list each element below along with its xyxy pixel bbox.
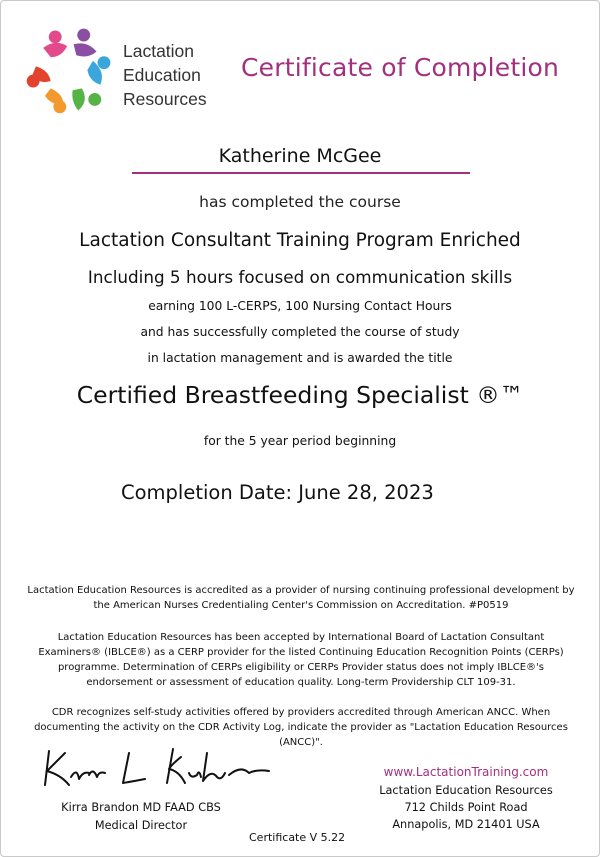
ler-logo-icon [23, 24, 115, 116]
management-text: in lactation management and is awarded the title [147, 351, 453, 365]
including-text: Including 5 hours focused on communication skills [87, 267, 513, 287]
awarded-title: Certified Breastfeeding Specialist ®™ [76, 381, 524, 409]
address-org: Lactation Education Resources [379, 784, 553, 797]
completion-date: Completion Date: June 28, 2023 [121, 481, 434, 504]
success-text: and has successfully completed the course of study [140, 325, 460, 339]
logo-line-1: Lactation [123, 41, 195, 61]
logo-wordmark [123, 39, 233, 111]
website-link[interactable]: www.LactationTraining.com [383, 765, 549, 779]
signature-icon [35, 743, 275, 793]
signer-name: Kirra Brandon MD FAAD CBS [61, 801, 221, 814]
certificate-title: Certificate of Completion [241, 53, 560, 82]
address-block [361, 782, 571, 833]
period-text: for the 5 year period beginning [203, 434, 397, 448]
logo-figures [27, 29, 111, 114]
completed-text: has completed the course [199, 193, 401, 211]
recipient-name: Katherine McGee [218, 145, 382, 167]
accreditation-cdr: CDR recognizes self-study activities offered by providers accredited through American ANCC. When documenting the activity on the CDR Activity Log, indicate the provider as "Lactation Education Resources (ANCC)". [34, 707, 568, 748]
logo-line-2: Education [123, 65, 201, 85]
recipient-underline [132, 172, 470, 174]
accreditation-ancc: Lactation Education Resources is accredited as a provider of nursing continuing professional development by the American Nurses Credentialing Center's Commission on Accreditation. #P0519 [27, 585, 575, 611]
accreditation-iblce: Lactation Education Resources has been accepted by International Board of Lactation Consultant Examiners® (IBLCE®) as a CERP provider for the listed Continuing Education Recognition Points (CERPs) programme. Determination of CERPs eligibility or CERPs Provider status does not imply IBLCE®'s endorsement or assessment of education quality. Long-term Providership CLT 109-31. [38, 632, 564, 688]
certificate-version: Certificate V 5.22 [249, 831, 346, 844]
logo-line-3: Resources [123, 89, 207, 109]
signer-block [41, 799, 241, 835]
address-street: 712 Childs Point Road [404, 801, 528, 814]
earning-text: earning 100 L-CERPS, 100 Nursing Contact Hours [148, 299, 452, 313]
course-name: Lactation Consultant Training Program Enriched [79, 230, 521, 251]
signer-role: Medical Director [94, 819, 188, 832]
address-city: Annapolis, MD 21401 USA [392, 818, 540, 831]
